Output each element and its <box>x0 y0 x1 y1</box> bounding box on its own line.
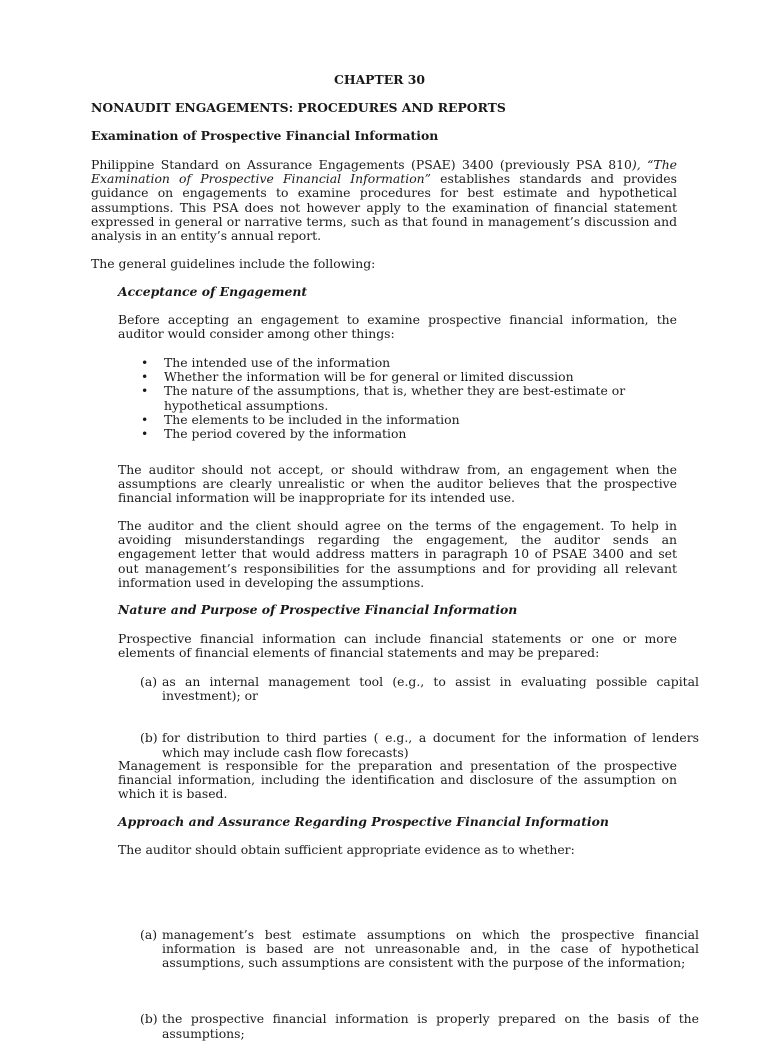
acceptance-paragraph-2: The auditor should not accept, or should withdraw from, an engagement when the assumptions are clearly unrealistic or when the auditor believes that the prospective financial information will be inappropriate for its intended use. <box>118 462 677 506</box>
approach-item-b <box>140 1012 699 1040</box>
acceptance-paragraph-3: The auditor and the client should agree on the terms of the engagement. To help in avoiding misunderstandings regarding the engagement, the auditor sends an engagement letter that would address matters in paragraph 10 of PSAE 3400 and set out management’s responsibilities for the assumptions and for providing all relevant information used in developing the assumptions. <box>118 518 677 590</box>
bullet-text: The intended use of the information <box>164 355 391 370</box>
intro-standard-title: ), “The Examination of Prospective Financial Information” <box>91 157 678 187</box>
item-text: for distribution to third parties ( e.g., a document for the information of lenders which may include cash flow forecasts) <box>162 730 699 760</box>
chapter-title: NONAUDIT ENGAGEMENTS: PROCEDURES AND REPORTS <box>91 100 506 115</box>
approach-paragraph-1: The auditor should obtain sufficient appropriate evidence as to whether: <box>118 842 575 857</box>
bullet-item <box>138 384 678 412</box>
general-guidelines-text: The general guidelines include the following: <box>91 256 376 271</box>
bullet-icon: • <box>141 369 149 385</box>
bullet-icon: • <box>141 355 149 370</box>
intro-paragraph <box>91 158 677 243</box>
nature-item-a <box>140 675 699 703</box>
bullet-item <box>138 356 678 370</box>
bullet-text: Whether the information will be for general or limited discussion <box>164 369 574 385</box>
item-label: (b) <box>140 730 158 746</box>
approach-item-a <box>140 928 699 971</box>
bullet-text: The elements to be included in the information <box>164 411 460 427</box>
bullet-item <box>138 370 678 384</box>
bullet-icon: • <box>141 383 149 399</box>
approach-heading: Approach and Assurance Regarding Prospective Financial Information <box>118 814 609 829</box>
nature-paragraph-1: Prospective financial information can include financial statements or one or more elements of financial elements of financial statements and may be prepared: <box>118 631 677 661</box>
nature-heading: Nature and Purpose of Prospective Financial Information <box>118 602 518 617</box>
intro-text-1: Philippine Standard on Assurance Engagements (PSAE) 3400 (previously PSA 810 <box>91 157 632 172</box>
chapter-number: CHAPTER 30 <box>334 72 426 87</box>
intro-text-2: establishes standards and provides guidance on engagements to examine procedures for best estimate and hypothetical assumptions. This PSA does not however apply to the examination of financial statement expressed in general or narrative terms, such as that found in management’s discussion and analysis in an entity’s annual report. <box>91 171 677 244</box>
bullet-item <box>138 413 678 427</box>
acceptance-heading: Acceptance of Engagement <box>118 284 308 299</box>
item-text: as an internal management tool (e.g., to assist in evaluating possible capital investment); or <box>162 674 699 704</box>
acceptance-bullet-list <box>138 356 678 441</box>
item-text: the prospective financial information is properly prepared on the basis of the assumptions; <box>162 1011 699 1041</box>
bullet-text: The period covered by the information <box>164 426 407 442</box>
item-text: management’s best estimate assumptions on which the prospective financial information is based are not unreasonable and, in the case of hypothetical assumptions, such assumptions are consistent with the purpose of the information; <box>162 926 699 971</box>
bullet-item <box>138 427 678 441</box>
nature-paragraph-2: Management is responsible for the preparation and presentation of the prospective financial information, including the identification and disclosure of the assumption on which it is based. <box>118 758 677 802</box>
bullet-text: The nature of the assumptions, that is, whether they are best-estimate or hypothetical assumptions. <box>164 383 626 413</box>
bullet-icon: • <box>141 426 149 442</box>
bullet-icon: • <box>141 411 149 427</box>
item-label: (a) <box>140 674 158 689</box>
section-heading: Examination of Prospective Financial Information <box>91 128 439 143</box>
acceptance-paragraph-1: Before accepting an engagement to examine prospective financial information, the auditor would consider among other things: <box>118 312 677 342</box>
item-label: (a) <box>140 926 158 942</box>
item-label: (b) <box>140 1011 158 1027</box>
nature-item-b <box>140 731 699 759</box>
